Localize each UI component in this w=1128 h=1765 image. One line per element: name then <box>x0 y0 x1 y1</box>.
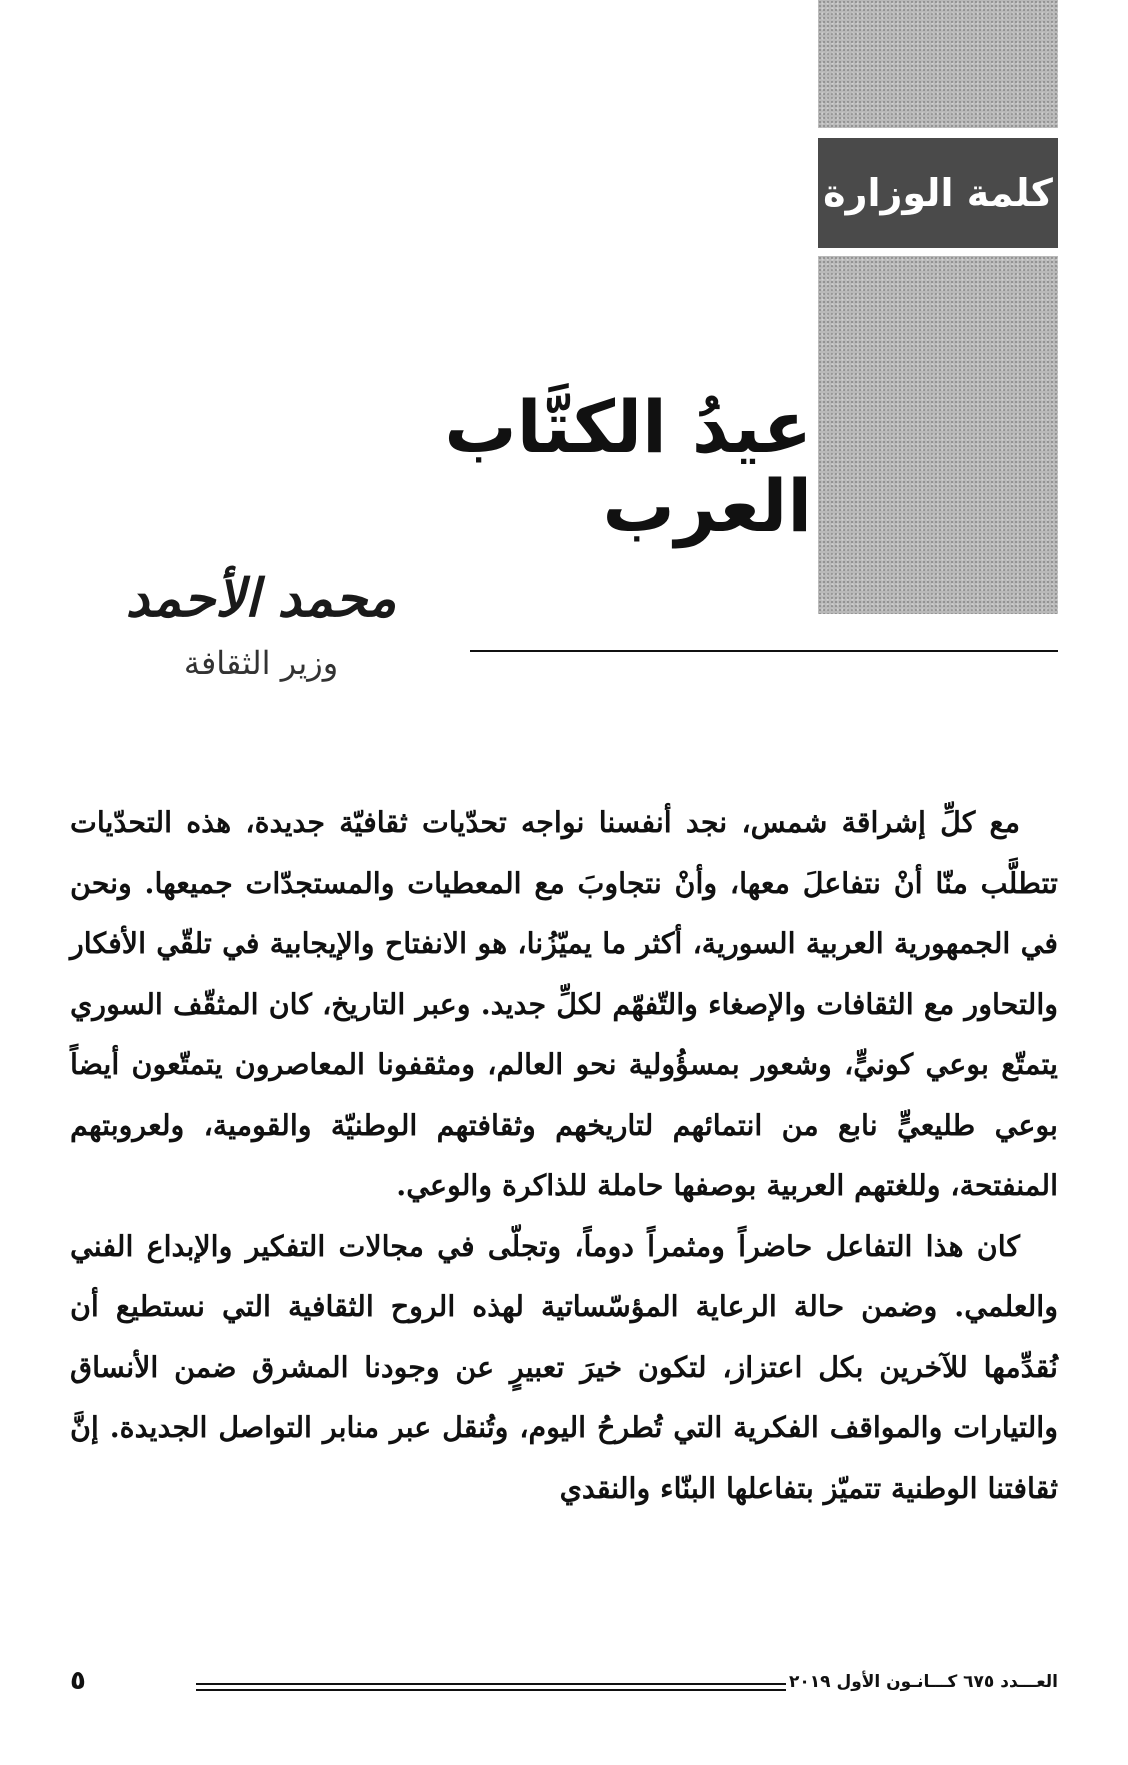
article-title: عيدُ الكتَّاب العرب <box>444 385 812 549</box>
section-label-box <box>818 138 1058 248</box>
footer-rule <box>196 1689 786 1691</box>
author-signature: محمد الأحمد <box>125 568 397 629</box>
author-role: وزير الثقافة <box>183 644 339 682</box>
paragraph: كان هذا التفاعل حاضراً ومثمراً دوماً، وتجلّى في مجالات التفكير والإبداع الفني والعلمي. وضمن حالة الرعاية المؤسّساتية لهذه الروح الثقافية التي نستطيع أن نُقدِّمها للآخرين بكل اعتزاز، لتكون خيرَ تعبيرٍ عن وجودنا المشرق ضمن الأنساق والتيارات والمواقف الفكرية التي تُطرحُ اليوم، وتُنقل عبر منابر التواصل الجديدة. إنَّ ثقافتنا الوطنية تتميّز بتفاعلها البنّاء والنقدي <box>70 1228 1058 1505</box>
decorative-band-bottom <box>818 256 1058 614</box>
title-divider <box>470 650 1058 652</box>
page-number: ٥ <box>70 1666 86 1696</box>
section-label: كلمة الوزارة <box>823 171 1053 215</box>
decorative-band-top <box>818 0 1058 128</box>
footer-rule <box>196 1683 786 1685</box>
issue-info: العـــدد ٦٧٥ كـــانـون الأول ٢٠١٩ <box>789 1672 1058 1692</box>
paragraph: مع كلِّ إشراقة شمس، نجد أنفسنا نواجه تحدّيات ثقافيّة جديدة، هذه التحدّيات تتطلَّب منّا أنْ نتفاعلَ معها، وأنْ نتجاوبَ مع المعطيات والمستجدّات جميعها. ونحن في الجمهورية العربية السورية، أكثر ما يميّزُنا، هو الانفتاح والإيجابية في تلقّي الأفكار والتحاور مع الثقافات والإصغاء والتّفهّم لكلِّ جديد. وعبر التاريخ، كان المثقّف السوري يتمتّع بوعي كونيٍّ، وشعور بمسؤُولية نحو العالم، ومثقفونا المعاصرون يتمتّعون أيضاً بوعي طليعيٍّ نابع من انتمائهم لتاريخهم وثقافتهم الوطنيّة والقومية، ولعروبتهم المنفتحة، وللغتهم العربية بوصفها حاملة للذاكرة والوعي. <box>70 805 1058 1202</box>
article-body <box>70 792 1058 1518</box>
